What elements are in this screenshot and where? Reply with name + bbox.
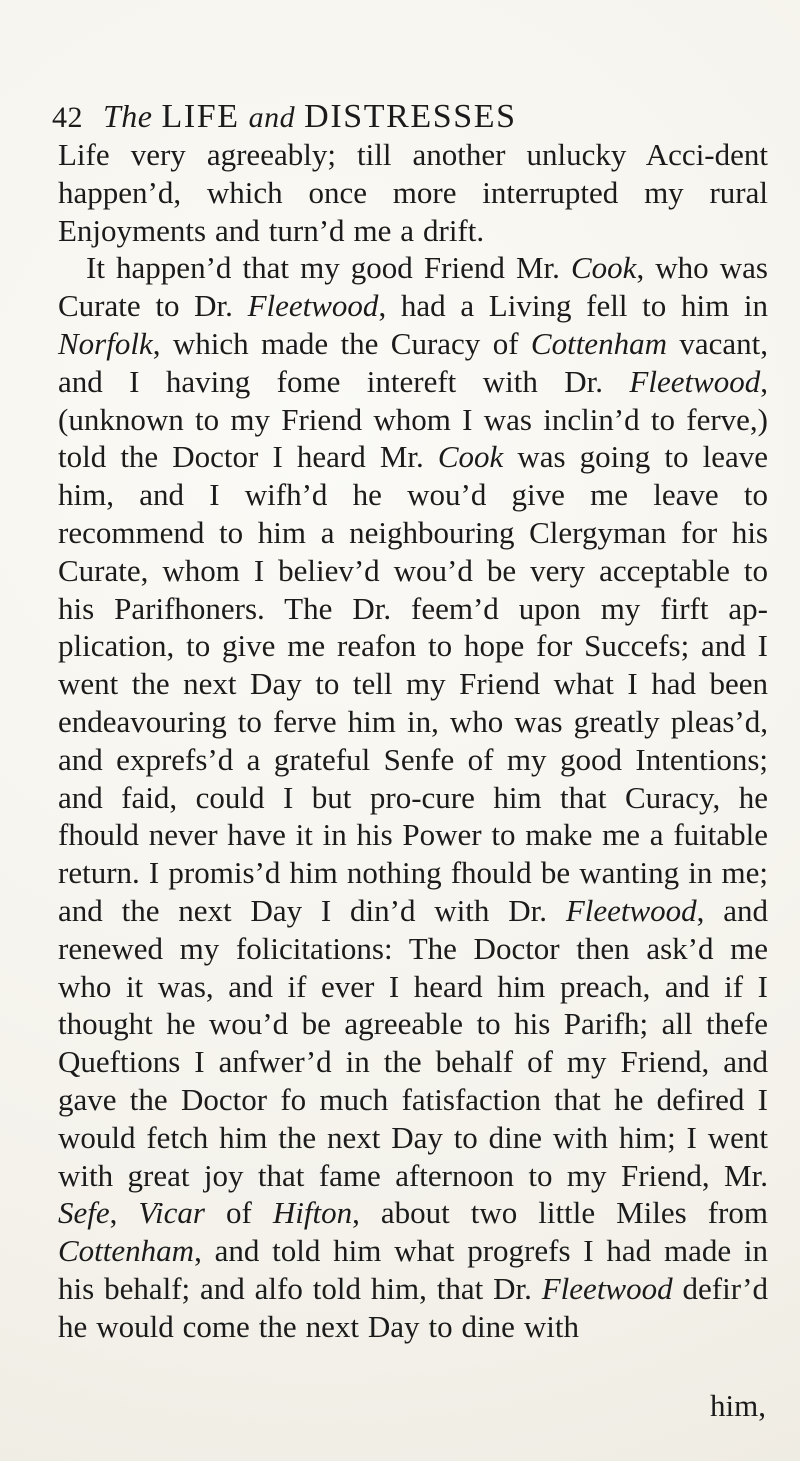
text-run: , who was Curate to Dr. — [58, 250, 769, 324]
text-run: of — [205, 1195, 273, 1231]
place-name-histon: Hifton — [272, 1195, 353, 1231]
text-run: was going to leave him, and I wifh’d he wou’d give me leave to recommend to him a neighbouring Clergyman for his Curate, whom I believ’d wou’d be very acceptable to his Parifhoners. The Dr. feem’d upon my firft ap-plication, to give me reafon to hope for Succefs; and I went the next Day to tell my Friend what I had been endeavouring to ferve him in, who was greatly pleas’d, and exprefs’d a grateful Senfe of my good Intentions; and faid, could I but pro-cure him that Curacy, he fhould never have it in his Power to make me a fuitable return. I promis’d him nothing fhould be wanting in me; and the next Day I din’d with Dr. — [58, 439, 768, 928]
text-run: , (unknown to my Friend whom I was inclin’d to ferve,) told the Doctor I heard Mr. — [58, 363, 768, 475]
running-title-the: The — [103, 98, 153, 134]
running-head — [52, 96, 772, 138]
proper-name-cook: Cook — [437, 439, 504, 475]
proper-name-fleetwood: Fleetwood — [247, 288, 379, 324]
place-name-cottenham: Cottenham — [58, 1233, 195, 1269]
proper-name-sefe: Sefe — [58, 1195, 110, 1231]
page-number: 42 — [52, 101, 83, 134]
text-run: defir’d he would come the next Day to dine with — [58, 1270, 768, 1344]
running-title — [103, 96, 517, 138]
text-run: , which made the Curacy of — [152, 325, 531, 361]
place-name-norfolk: Norfolk — [58, 325, 153, 361]
proper-name-fleetwood: Fleetwood — [629, 363, 761, 399]
running-title-and: and — [248, 101, 296, 134]
text-run: vacant, and I having fome intereft with Dr. — [58, 325, 768, 399]
proper-name-cook: Cook — [571, 250, 637, 286]
place-name-cottenham: Cottenham — [530, 325, 667, 361]
running-title-distresses: DISTRESSES — [304, 98, 517, 135]
text-run: , and renewed my folicitations: The Doctor then ask’d me who it was, and if ever I heard him preach, and if I thought he wou’d be agreeable to his Parifh; all thefe Queftions I anfwer’d in the behalf of my Friend, and gave the Doctor fo much fatisfaction that he defired I would fetch him the next Day to dine with him; I went with great joy that fame afternoon to my Friend, Mr. — [58, 892, 768, 1193]
paragraph-continuation — [58, 136, 768, 249]
running-title-life: LIFE — [161, 98, 240, 135]
title-vicar: Vicar — [138, 1195, 205, 1231]
catchword: him, — [710, 1388, 766, 1423]
text-run: , and told him what progrefs I had made in his behalf; and alfo told him, that Dr. — [58, 1233, 768, 1306]
text-run: , — [109, 1195, 139, 1231]
proper-name-fleetwood: Fleetwood — [565, 892, 697, 928]
page-text — [58, 136, 768, 1346]
text-run: , had a Living fell to him in — [378, 288, 768, 324]
text-run: It happen’d that my good Friend Mr. — [86, 250, 571, 286]
text-run: , about two little Miles from — [352, 1195, 768, 1231]
proper-name-fleetwood: Fleetwood — [541, 1270, 673, 1306]
text-run: Life very agreeably; till another unlucky Acci-dent happen’d, which once more interrupted my rural Enjoyments and turn’d me a drift. — [58, 137, 768, 248]
paragraph-main — [58, 249, 768, 1345]
